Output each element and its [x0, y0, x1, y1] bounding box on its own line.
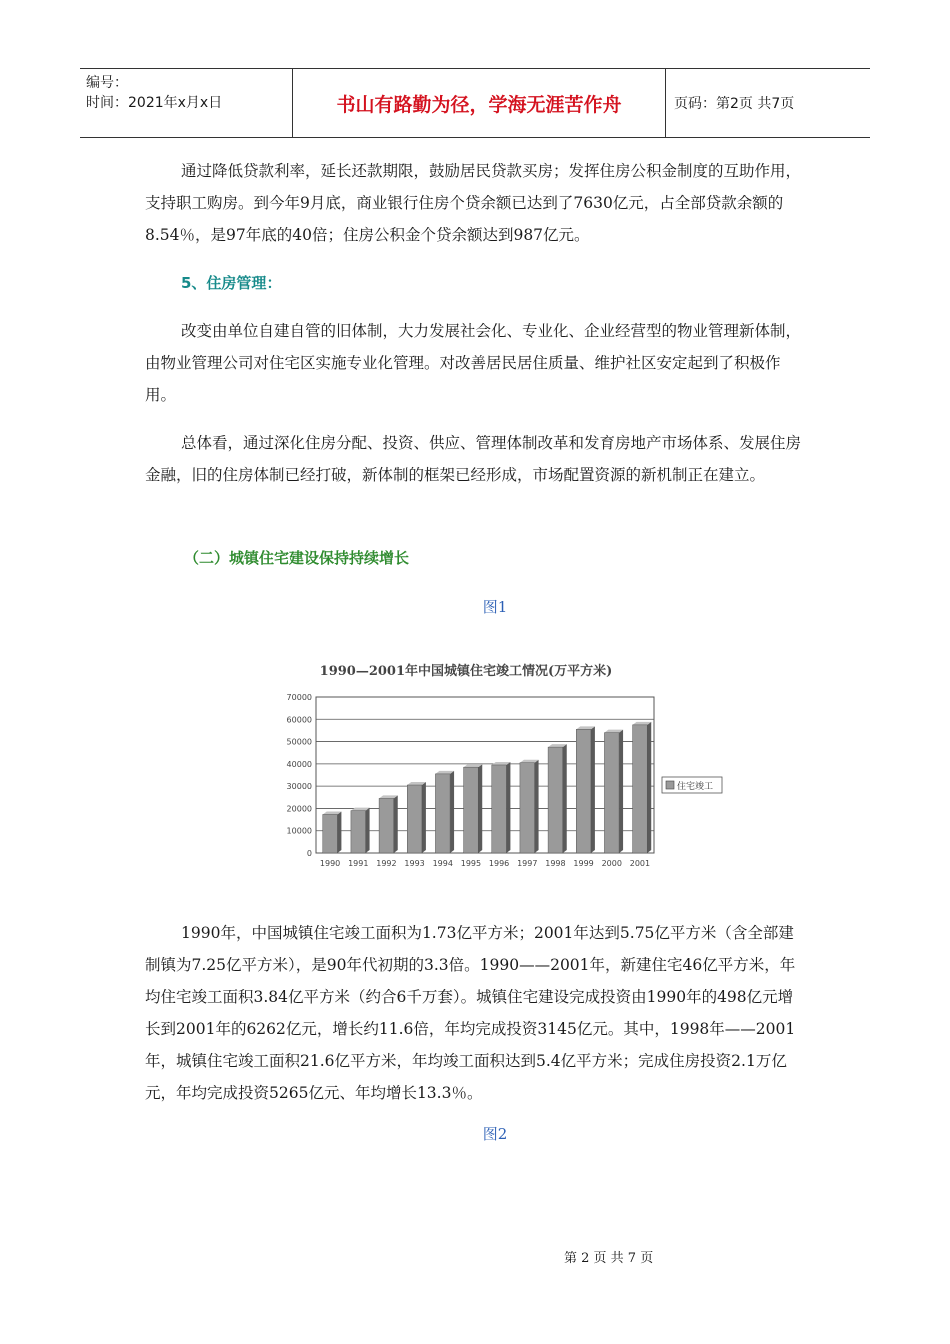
bar-side: [563, 744, 567, 853]
heading-section-two: （二）城镇住宅建设保持持续增长: [184, 549, 410, 567]
chart-title: 1990—2001年中国城镇住宅竣工情况(万平方米): [319, 664, 613, 679]
header-motto: 书山有路勤为径，学海无涯苦作舟: [293, 69, 666, 137]
paragraph-housing-loans: 通过降低贷款利率，延长还款期限，鼓励居民贷款买房；发挥住房公积金制度的互助作用，支持职工购房。到今年9月底，商业银行住房个贷余额已达到了7630亿元，占全部贷款余额的8.54％，是97年底的40倍；住房公积金个贷余额达到987亿元。: [145, 162, 802, 244]
y-tick-label: 40000: [286, 759, 312, 769]
paragraph-summary: 总体看，通过深化住房分配、投资、供应、管理体制改革和发育房地产市场体系、发展住房金融，旧的住房体制已经打破，新体制的框架已经形成，市场配置资源的新机制正在建立。: [145, 434, 802, 484]
page-footer: 第 2 页 共 7 页: [564, 1251, 654, 1266]
x-tick-label: 2000: [601, 859, 622, 868]
x-tick-label: 1992: [376, 859, 397, 868]
bar-side: [478, 764, 482, 853]
y-tick-label: 20000: [286, 804, 312, 814]
bar: [351, 811, 366, 853]
y-tick-label: 30000: [286, 782, 312, 792]
bar: [576, 729, 591, 853]
x-tick-label: 1991: [348, 859, 369, 868]
bar: [548, 747, 563, 853]
y-tick-label: 50000: [286, 737, 312, 747]
bar: [323, 814, 338, 853]
bar-side: [450, 771, 454, 853]
x-tick-label: 1995: [460, 859, 482, 868]
x-tick-label: 1994: [432, 859, 453, 868]
x-tick-label: 1999: [573, 859, 594, 868]
bar-side: [506, 762, 510, 853]
bar-chart: [268, 653, 728, 883]
bar: [379, 798, 394, 853]
bar: [520, 763, 535, 853]
heading-housing-management: 5、住房管理：: [181, 274, 282, 292]
x-tick-label: 1997: [517, 859, 538, 868]
x-tick-label: 1996: [488, 859, 510, 868]
paragraph-property-management: 改变由单位自建自管的旧体制，大力发展社会化、专业化、企业经营型的物业管理新体制，由物业管理公司对住宅区实施专业化管理。对改善居民居住质量、维护社区安定起到了积极作用。: [145, 322, 802, 404]
bar: [633, 725, 648, 853]
figure-1-label: 图1: [482, 598, 508, 616]
page-header: [80, 68, 870, 138]
bar-side: [647, 722, 651, 853]
bar-side: [535, 760, 539, 853]
header-page-info: 页码：第2页 共7页: [674, 96, 795, 112]
bar: [407, 785, 422, 853]
legend-label: 住宅竣工: [677, 782, 714, 792]
bar-side: [619, 730, 623, 853]
bar: [464, 767, 479, 853]
bar: [492, 765, 507, 853]
bar-side: [422, 782, 426, 853]
time-label: 时间：2021年x月x日: [86, 95, 223, 111]
y-tick-label: 60000: [286, 715, 312, 725]
bar-side: [591, 726, 595, 853]
y-tick-label: 10000: [286, 826, 312, 836]
number-label: 编号：: [86, 75, 128, 91]
x-tick-label: 1993: [404, 859, 425, 868]
header-meta: [80, 69, 293, 137]
y-tick-label: 0: [306, 849, 312, 858]
x-tick-label: 1998: [545, 859, 566, 868]
x-tick-label: 1990: [319, 859, 341, 868]
x-tick-label: 2001: [629, 859, 651, 868]
legend-swatch: [666, 781, 674, 789]
bar-side: [366, 808, 370, 853]
bar: [435, 774, 450, 853]
y-tick-label: 70000: [286, 693, 312, 702]
figure-2-label: 图2: [482, 1125, 508, 1143]
bar-side: [337, 811, 341, 853]
paragraph-construction-stats: 1990年，中国城镇住宅竣工面积为1.73亿平方米；2001年达到5.75亿平方米（含全部建制镇为7.25亿平方米），是90年代初期的3.3倍。1990——2001年，新建住宅46亿平方米，年均住宅竣工面积3.84亿平方米（约合6千万套）。城镇住宅建设完成投资由1990年的498亿元增长到2001年的6262亿元，增长约11.6倍，年均完成投资3145亿元。其中，1998年——2001年，城镇住宅竣工面积21.6亿平方米，年均竣工面积达到5.4亿平方米；完成住房投资2.1万亿元，年均完成投资5265亿元、年均增长13.3％。: [145, 924, 796, 1102]
bar: [604, 733, 619, 853]
bar-side: [394, 795, 398, 853]
chart-container: [268, 653, 728, 883]
